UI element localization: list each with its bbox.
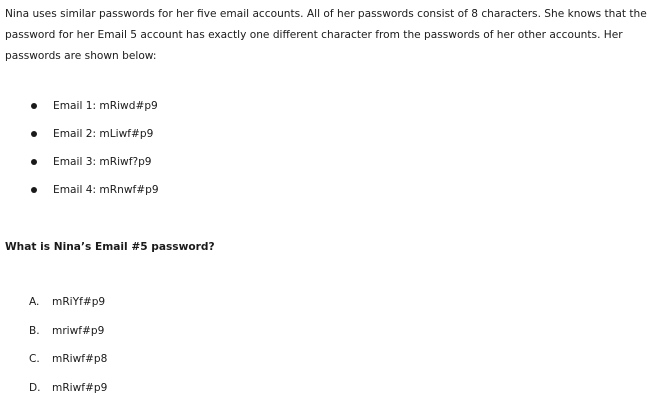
list-item-text: Email 4: mRnwf#p9 <box>53 184 159 196</box>
intro-paragraph: Nina uses similar passwords for her five email accounts. All of her passwords consist of 8 characters. She knows that the password for her Email 5 account has exactly one different character from the passwords of her other accounts. Her passwords are shown below: <box>5 8 647 62</box>
option-text: mRiwf#p8 <box>52 353 108 365</box>
question-heading: What is Nina’s Email #5 password? <box>5 241 215 253</box>
bullet-icon <box>31 187 37 193</box>
option-letter: C. <box>29 353 40 365</box>
list-item-text: Email 2: mLiwf#p9 <box>53 128 154 140</box>
option-text: mriwf#p9 <box>52 324 105 337</box>
list-item-text: Email 3: mRiwf?p9 <box>53 156 152 168</box>
option-text: mRiwf#p9 <box>52 381 108 394</box>
option-letter: A. <box>29 296 40 308</box>
bullet-icon <box>31 131 37 137</box>
option-text: mRiYf#p9 <box>52 296 106 308</box>
option-letter: B. <box>29 324 40 337</box>
bullet-icon <box>31 159 37 165</box>
bullet-icon <box>31 103 37 109</box>
list-item-text: Email 1: mRiwd#p9 <box>53 100 158 112</box>
option-letter: D. <box>29 381 41 394</box>
